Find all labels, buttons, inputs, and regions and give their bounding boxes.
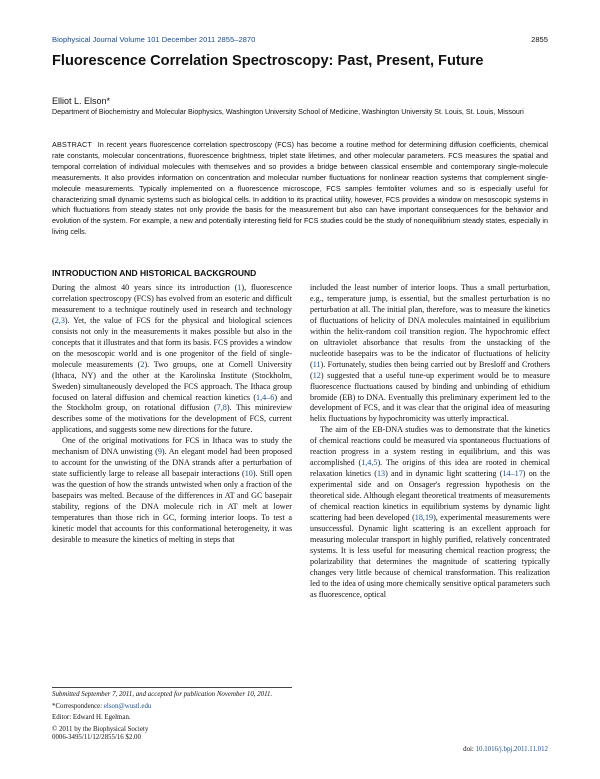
reference-link[interactable]: 1,4–6 bbox=[256, 392, 275, 402]
body-text: ). Two groups, one at Cornell University (Ithaca, NY) and the other at the Karolinska Institute (Stockholm, Sweden) simultaneously developed the FCS approach. The Ithaca group focused on lateral diffusion and chemical reaction kinetics ( bbox=[52, 359, 292, 402]
correspondence: *Correspondence: elson@wustl.edu bbox=[52, 702, 152, 710]
body-text: ). Fortunately, studies then being carried out by Bresloff and Crothers ( bbox=[310, 359, 550, 380]
affiliation: Department of Biochemistry and Molecular Biophysics, Washington University School of Medicine, Washington University St. Louis, St. Louis, Missouri bbox=[52, 108, 524, 116]
article-title: Fluorescence Correlation Spectroscopy: Past, Present, Future bbox=[52, 53, 484, 69]
submission-dates: Submitted September 7, 2011, and accepted for publication November 10, 2011. bbox=[52, 691, 273, 698]
footnotes bbox=[52, 691, 292, 743]
body-text: ) and in dynamic light scattering ( bbox=[385, 469, 503, 479]
reference-link[interactable]: 10 bbox=[244, 469, 253, 479]
body-column-left bbox=[52, 283, 292, 546]
doi bbox=[463, 746, 548, 753]
body-text: included the least number of interior loops. Thus a small perturbation, e.g., temperature jump, is essential, but the smallest perturbation is no perturbation at all. The initial plan, therefore, was to measure the kinetics of fluctuations of helicity of DNA molecules maintained in equilibrium within the helix-random coil transition region. The hypochromic effect on ultraviolet absorbance that results from the unstacking of the nucleotide basepairs was to be the indicator of fluctuations of helicity ( bbox=[310, 283, 550, 369]
body-text: During the almost 40 years since its introduction ( bbox=[52, 283, 238, 292]
reference-link[interactable]: 7,8 bbox=[216, 403, 227, 413]
body-text: ). Yet, the value of FCS for the physical and biological sciences consists not only in the measurements it makes possible but also in the concepts that it illustrates and that form its basis. FCS provides a window on the mesoscopic world and is one progenitor of the field of single-molecule measurements ( bbox=[52, 315, 292, 369]
body-paragraph bbox=[310, 283, 550, 425]
reference-link[interactable]: 9 bbox=[157, 447, 162, 457]
copyright: © 2011 by the Biophysical Society 0006-3495/11/12/2855/16 $2.00 bbox=[52, 725, 149, 742]
abstract bbox=[52, 140, 548, 238]
reference-link[interactable]: 12 bbox=[312, 370, 321, 380]
body-paragraph bbox=[52, 436, 292, 546]
issn: 0006-3495/11/12/2855/16 $2.00 bbox=[52, 734, 141, 742]
body-text: ), fluorescence correlation spectroscopy (FCS) has evolved from an esoteric and difficult measurement to a technique routinely used in research and technology ( bbox=[52, 283, 292, 325]
body-text: ). This minireview describes some of the motivations for the development of FCS, current applications, and suggests some new directions for the future. bbox=[52, 403, 292, 435]
journal-citation-link[interactable]: Biophysical Journal Volume 101 December 2011 2855–2870 bbox=[52, 35, 256, 44]
body-text: ) suggested that a useful tune-up experiment would be to measure fluorescence fluctuations caused by binding and unbinding of ethidium bromide (EB) to DNA. Eventually this preliminary experiment led to the development of FCS, and it was clear that the original idea of measuring helix fluctuations by hypochromicity was utterly impractical. bbox=[310, 370, 550, 424]
body-text: ). The origins of this idea are rooted in chemical relaxation kinetics ( bbox=[310, 458, 550, 479]
doi-link[interactable]: 10.1016/j.bpj.2011.11.012 bbox=[475, 746, 548, 753]
section-heading: INTRODUCTION AND HISTORICAL BACKGROUND bbox=[52, 268, 257, 278]
doi-label: doi: bbox=[463, 746, 476, 753]
reference-link[interactable]: 1,4,5 bbox=[361, 458, 378, 468]
author-line: Elliot L. Elson* bbox=[52, 96, 111, 106]
reference-link[interactable]: 13 bbox=[376, 469, 386, 479]
body-text: ), experimental measurements were unsuccessful. Dynamic light scattering is an excellent approach for measuring molecular transport in highly purified, relatively concentrated systems. It is less useful for measuring chemical reaction progress; the polarizability that determines the magnitude of scattering typically changes very little because of chemical transformation. This realization led to the idea of using more chemically sensitive optical parameters such as fluorescence, optical bbox=[310, 513, 550, 599]
body-column-right bbox=[310, 283, 550, 601]
body-text: The aim of the EB-DNA studies was to demonstrate that the kinetics of chemical reactions could be measured via spontaneous fluctuations of reaction progress in a system resting in equilibrium, and this was accomplished ( bbox=[310, 425, 550, 468]
body-text: One of the original motivations for FCS in Ithaca was to study the mechanism of DNA unwisting ( bbox=[52, 436, 292, 457]
footnote-divider bbox=[52, 687, 292, 688]
abstract-text: In recent years fluorescence correlation spectroscopy (FCS) has become a routine method for determining diffusion coefficients, chemical rate constants, molecular concentrations, fluorescence brightness, triplet state lifetimes, and other molecular parameters. FCS measures the spatial and temporal correlation of individual molecules with themselves and so provides a bridge between classical ensemble and contemporary single-molecule measurements. It also provides information on concentration and molecular number fluctuations for nonlinear reaction systems that complement single-molecule measurements. Typically implemented on a fluorescence microscope, FCS samples femtoliter volumes and so is especially useful for characterizing small dynamic systems such as biological cells. In addition to its practical utility, however, FCS provides a window on mesoscopic systems in which fluctuations from steady states not only provide the basis for the measurement but also can have important consequences for the behavior and evolution of the system. For example, a new and potentially interesting field for FCS studies could be the study of nonequilibrium steady states, especially in living cells. bbox=[52, 140, 548, 237]
reference-link[interactable]: 18,19 bbox=[414, 513, 434, 523]
body-paragraph bbox=[310, 425, 550, 600]
page-number: 2855 bbox=[531, 35, 548, 44]
reference-link[interactable]: 2 bbox=[140, 359, 145, 369]
body-text: ) and the Stockholm group, on rotational diffusion ( bbox=[52, 392, 293, 413]
editor-note: Editor: Edward H. Egelman. bbox=[52, 714, 131, 722]
reference-link[interactable]: 2,3 bbox=[54, 315, 65, 325]
body-text: ) on the experimental side and on Onsager's regression hypothesis on the theoretical side. Although elegant theoretical treatments of measurements of chemical reaction kinetics in equilibrium systems by dynamic light scattering had been developed ( bbox=[310, 469, 551, 523]
body-text: ). Still open was the question of how the strands untwisted when only a fraction of the basepairs was melted. Because of the differences in AT and GC basepair stability, regions of the DNA molecule rich in AT melt at lower temperatures than those rich in GC, forming interior loops. To test a kinetic model that accounts for this conformational heterogeneity, it was desirable to measure the kinetics of melting in steps that bbox=[52, 469, 292, 544]
reference-link[interactable]: 14–17 bbox=[502, 469, 523, 479]
running-header bbox=[52, 35, 548, 44]
email-link[interactable]: elson@wustl.edu bbox=[103, 702, 152, 710]
reference-link[interactable]: 1 bbox=[237, 283, 242, 292]
abstract-label: ABSTRACT bbox=[52, 140, 92, 149]
body-paragraph bbox=[52, 283, 292, 436]
reference-link[interactable]: 11 bbox=[312, 359, 321, 369]
body-text: ). An elegant model had been proposed to account for the unwisting of the DNA strands after a perturbation of state sufficiently large to release all basepair interactions ( bbox=[52, 447, 293, 479]
